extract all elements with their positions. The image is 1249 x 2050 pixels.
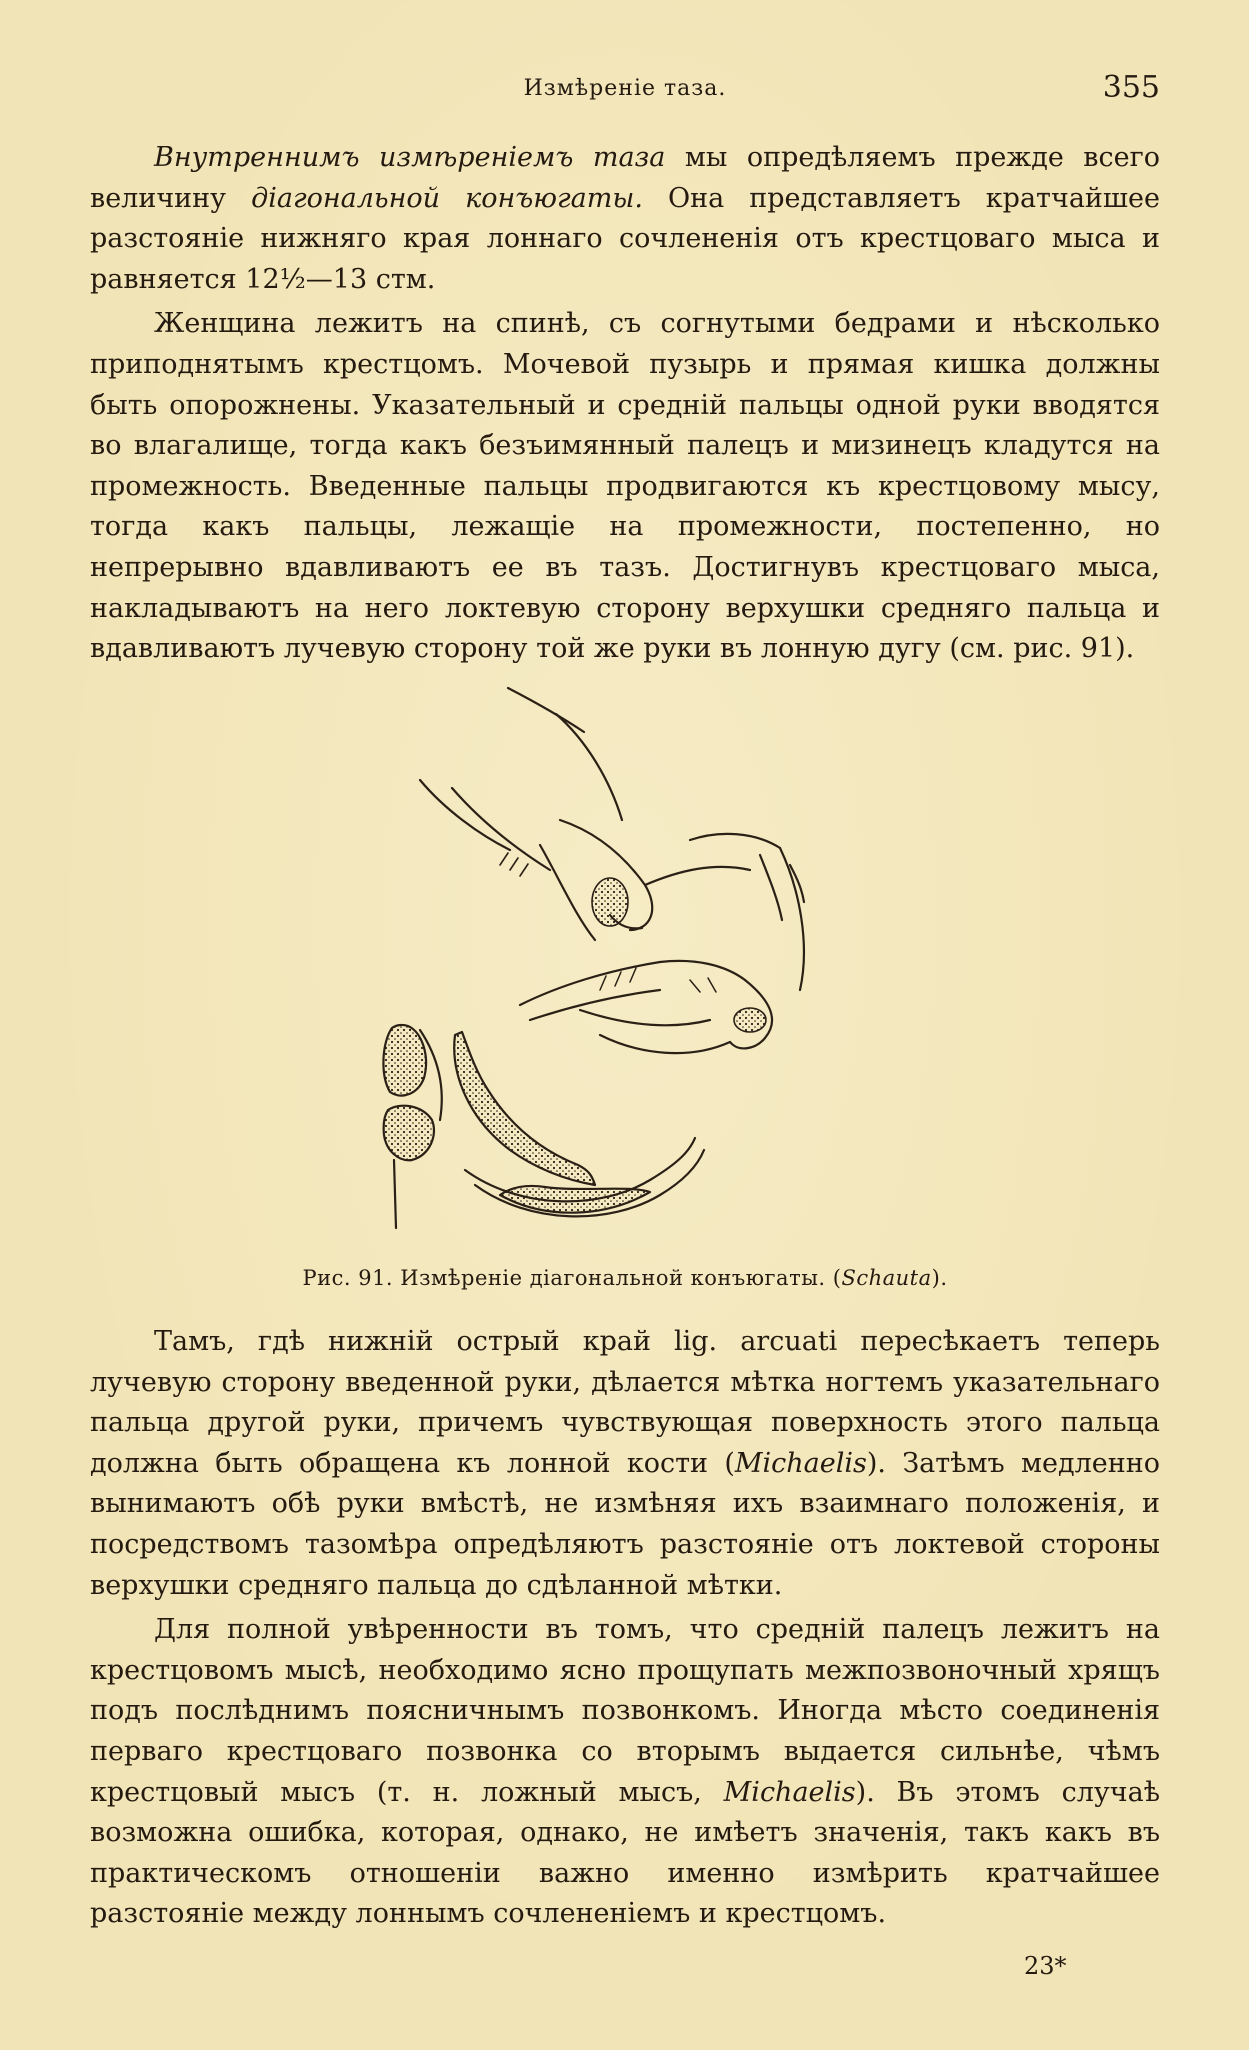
paragraph-marking [90,1322,1160,1606]
paragraph-text: Для полной увѣренности въ томъ, что средній палецъ лежитъ на крестцовомъ мысѣ, необходимо ясно прощупать межпозвоночный хрящъ подъ послѣднимъ поясничнымъ позвонкомъ. Иногда мѣсто соединенія перваго крестцоваго позвонка со вторымъ выдается сильнѣе, чѣмъ крестцовый мысъ (т. н. ложный мысъ, [90,1614,1160,1808]
paragraph-text: Тамъ, гдѣ нижній острый край lig. arcuati пересѣкаетъ теперь лучевую сторону введенной руки, дѣлается мѣтка ногтемъ указательнаго пальца другой руки, причемъ чувствующая поверхность этого пальца должна быть обращена къ лонной кости ( [90,1326,1160,1479]
paragraph-certainty [90,1610,1160,1935]
hand-pelvis-drawing [360,680,880,1250]
paragraph-text: ). Затѣмъ медленно вынимаютъ обѣ руки вмѣстѣ, не измѣняя ихъ взаимнаго положенія, и посредствомъ тазомѣра опредѣляютъ разстояніе отъ локтевой стороны верхушки средняго пальца до сдѣланной мѣтки. [90,1447,1160,1601]
text-block-bottom [90,1322,1160,1935]
italic-author: Michaelis [734,1447,867,1479]
text-block-top [90,138,1160,670]
running-title: Измѣреніе таза. [523,76,727,101]
caption-text: Рис. 91. Измѣреніе діагональной конъюгаты. ( [302,1266,842,1290]
paragraph-text: Она представляетъ кратчайшее разстояніе нижняго края лоннаго сочлененія отъ крестцоваго мыса и равняется 12½—13 стм. [90,182,1160,295]
paragraph-inner-measurement [90,138,1160,300]
paragraph-text: мы опредѣляемъ прежде всего величину [90,142,1161,214]
caption-author: Schauta [841,1266,932,1290]
figure-caption [90,1266,1160,1290]
signature-mark: 23* [1024,1952,1067,1980]
running-head [90,70,1160,110]
page-number: 355 [1102,70,1160,105]
italic-term: Внутреннимъ измѣреніемъ таза [154,142,666,173]
paragraph-text: ). Въ этомъ случаѣ возможна ошибка, которая, однако, не имѣетъ значенія, такъ какъ въ практическомъ отношеніи важно именно измѣрить кратчайшее разстояніе между лоннымъ сочлененіемъ и крестцомъ. [90,1776,1160,1930]
italic-term: діагональной конъюгаты. [251,182,643,214]
figure-91-illustration [360,680,880,1250]
caption-end: ). [931,1266,948,1290]
paragraph-procedure: Женщина лежитъ на спинѣ, съ согнутыми бедрами и нѣсколько приподнятымъ крестцомъ. Мочевой пузырь и прямая кишка должны быть опорожнены. Указательный и средній пальцы одной руки вводятся во влагалище, тогда какъ безъимянный палецъ и мизинецъ кладутся на промежность. Введенные пальцы продвигаются къ крестцовому мысу, тогда какъ пальцы, лежащіе на промежности, постепенно, но непрерывно вдавливаютъ ее въ тазъ. Достигнувъ крестцоваго мыса, накладываютъ на него локтевую сторону верхушки средняго пальца и вдавливаютъ лучевую сторону той же руки въ лонную дугу (см. рис. 91). [90,308,1160,665]
italic-author: Michaelis [723,1776,856,1808]
